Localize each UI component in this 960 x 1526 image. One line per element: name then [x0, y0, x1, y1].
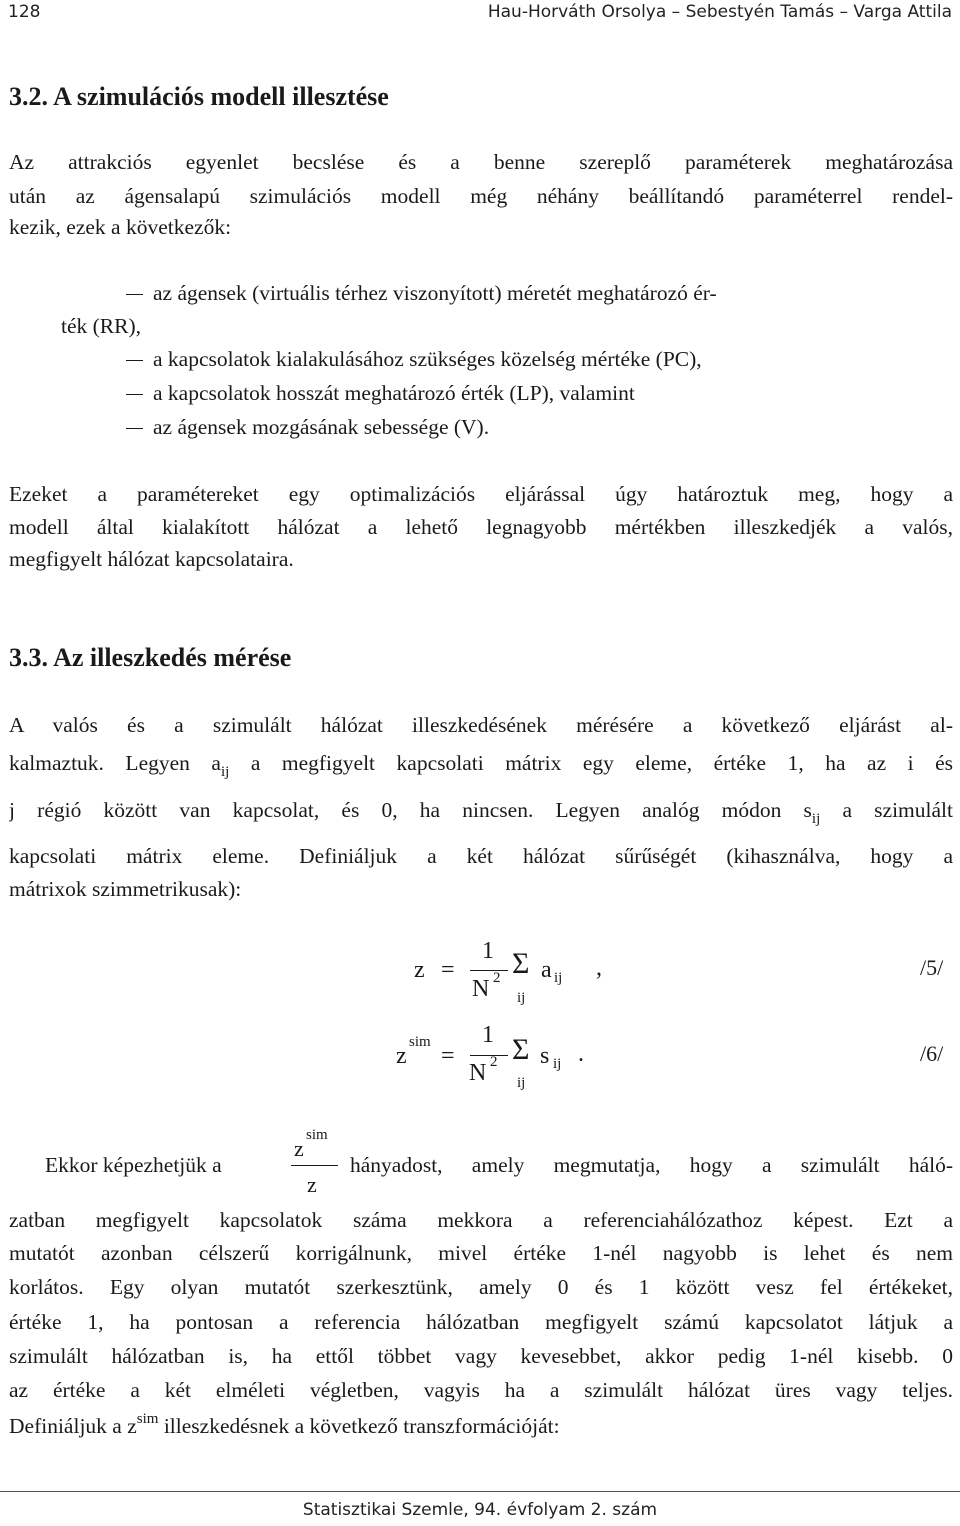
- paragraph-line: korlátos. Egy olyan mutatót szerkesztünk, amely 0 és 1 között vesz fel értékeket,: [9, 1275, 953, 1299]
- variable-z: z: [127, 1414, 137, 1438]
- paragraph-line: értéke 1, ha pontosan a referencia hálózatban megfigyelt számú kapcsolatot látjuk a: [9, 1310, 953, 1334]
- page-number: 128: [8, 2, 41, 22]
- list-item: az ágensek (virtuális térhez viszonyított) méretét meghatározó ér-: [126, 281, 717, 306]
- dash-bullet: [126, 294, 143, 295]
- fraction-bar: [470, 970, 508, 971]
- footer-rule: [0, 1491, 960, 1492]
- paragraph-line: mutatót azonban célszerű korrigálnunk, mivel értéke 1-nél nagyobb is lehet és nem: [9, 1241, 953, 1265]
- paragraph-line: Ekkor képezhetjük a: [45, 1153, 222, 1177]
- dash-bullet: [126, 360, 143, 361]
- equation-label: /6/: [920, 1041, 944, 1066]
- paragraph-line: kalmaztuk. Legyen $a_{ij}$ a megfigyelt kapcsolati mátrix egy eleme, értéke 1, ha az i és: [9, 751, 953, 780]
- paragraph-line: modell által kialakított hálózat a lehető legnagyobb mértékben illeszkedjék a valós,: [9, 515, 953, 539]
- section-title-3-2: 3.2. A szimulációs modell illesztése: [9, 82, 389, 111]
- running-header-authors: Hau-Horváth Orsolya – Sebestyén Tamás – Varga Attila: [487, 2, 952, 22]
- summation-symbol: Σ: [512, 947, 530, 980]
- fraction-bar: [470, 1055, 508, 1056]
- variable-s: s: [803, 798, 812, 822]
- paragraph-line: A valós és a szimulált hálózat illeszkedésének mérésére a következő eljárást al-: [9, 713, 953, 737]
- list-item: az ágensek mozgásának sebessége (V).: [126, 415, 489, 440]
- variable-a: a: [211, 751, 221, 775]
- paragraph-line: szimulált hálózatban is, ha ettől többet vagy kevesebbet, akkor pedig 1-nél kisebb. 0: [9, 1344, 953, 1368]
- list-item-continuation: ték (RR),: [61, 314, 142, 338]
- paragraph-line: kapcsolati mátrix eleme. Definiáljuk a két hálózat sűrűségét (kihasználva, hogy a: [9, 844, 953, 868]
- dash-bullet: [126, 428, 143, 429]
- paragraph-line: az értéke a két elméleti végletben, vagyis ha a szimulált hálózat üres vagy teljes.: [9, 1378, 953, 1402]
- fraction-bar: [291, 1165, 338, 1166]
- list-item: a kapcsolatok kialakulásához szükséges közelség mértéke (PC),: [126, 347, 702, 372]
- running-header: [8, 2, 952, 26]
- dash-bullet: [126, 394, 143, 395]
- paragraph-line: j régió között van kapcsolat, és 0, ha nincsen. Legyen analóg módon $s_{ij}$ a szimulált: [9, 798, 953, 827]
- list-item: a kapcsolatok hosszát meghatározó érték (LP), valamint: [126, 381, 635, 406]
- equation-label: /5/: [920, 955, 944, 980]
- paragraph-line: megfigyelt hálózat kapcsolataira.: [9, 547, 294, 571]
- paragraph-line: zatban megfigyelt kapcsolatok száma mekkora a referenciahálózathoz képest. Ezt a: [9, 1208, 953, 1232]
- paragraph-line: Ezeket a paramétereket egy optimalizációs eljárással úgy határoztuk meg, hogy a: [9, 482, 953, 506]
- paragraph-line: Definiáljuk a $z^{sim}$ illeszkedésnek a következő transzformációját:: [9, 1411, 560, 1438]
- journal-footer: Statisztikai Szemle, 94. évfolyam 2. szám: [302, 1500, 658, 1520]
- paragraph-line: hányadost, amely megmutatja, hogy a szimulált háló-: [350, 1153, 953, 1177]
- section-title-3-3: 3.3. Az illeszkedés mérése: [9, 643, 292, 672]
- paragraph-line: mátrixok szimmetrikusak):: [9, 877, 242, 901]
- paragraph-line: után az ágensalapú szimulációs modell még néhány beállítandó paraméterrel rendel-: [9, 184, 953, 208]
- paragraph-line: kezik, ezek a következők:: [9, 215, 232, 239]
- summation-symbol: Σ: [512, 1033, 530, 1066]
- paragraph-line: Az attrakciós egyenlet becslése és a benne szereplő paraméterek meghatározása: [9, 150, 953, 174]
